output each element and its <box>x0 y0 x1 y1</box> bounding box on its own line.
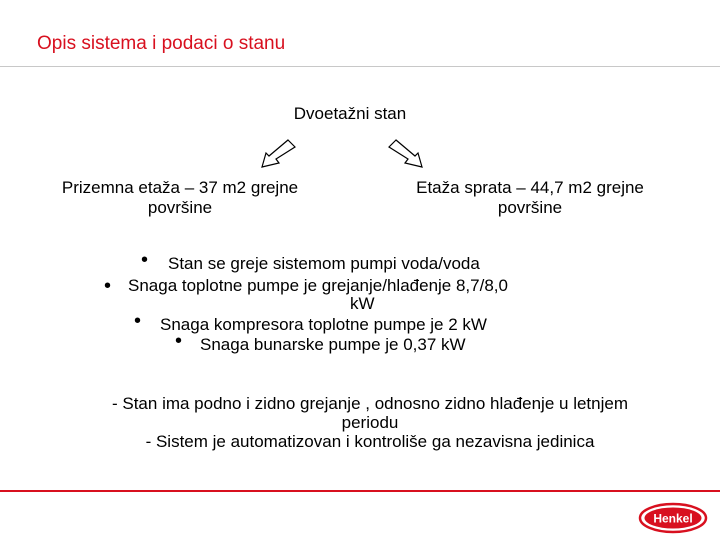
ground-floor-line1: Prizemna etaža – 37 m2 grejne <box>61 178 299 197</box>
footer-divider <box>0 490 720 492</box>
note-line3: - Sistem je automatizovan i kontroliše ga nezavisna jedinica <box>145 432 595 451</box>
upper-floor-text <box>360 178 700 218</box>
bullet-compressor-power: Snaga kompresora toplotne pumpe je 2 kW <box>160 315 487 334</box>
bullet-dot: • <box>175 330 183 352</box>
bullet-dot: • <box>141 249 149 271</box>
logo-text: Henkel <box>653 511 693 526</box>
bullet-heat-pump-power-unit: kW <box>350 294 375 313</box>
title-divider <box>0 66 720 67</box>
ground-floor-line2: površine <box>147 198 213 217</box>
slide-title: Opis sistema i podaci o stanu <box>37 33 286 54</box>
bullet-dot: • <box>134 310 142 332</box>
note-line2: periodu <box>341 413 399 432</box>
upper-floor-line2: površine <box>497 198 563 217</box>
arrow-down-left-icon <box>258 138 298 170</box>
bullet-dot: • <box>104 275 112 297</box>
bullet-well-pump-power: Snaga bunarske pumpe je 0,37 kW <box>200 335 466 354</box>
ground-floor-text <box>10 178 350 218</box>
note-line1: - Stan ima podno i zidno grejanje , odnosno zidno hlađenje u letnjem <box>111 394 628 413</box>
henkel-logo <box>638 502 708 534</box>
upper-floor-line1: Etaža sprata – 44,7 m2 grejne <box>416 178 644 197</box>
arrow-down-right-icon <box>386 138 426 170</box>
bullet-heating-system: Stan se greje sistemom pumpi voda/voda <box>168 254 480 273</box>
notes-block <box>20 394 720 451</box>
bullet-heat-pump-power: Snaga toplotne pumpe je grejanje/hlađenje 8,7/8,0 <box>128 276 508 295</box>
subtitle: Dvoetažni stan <box>293 104 407 123</box>
